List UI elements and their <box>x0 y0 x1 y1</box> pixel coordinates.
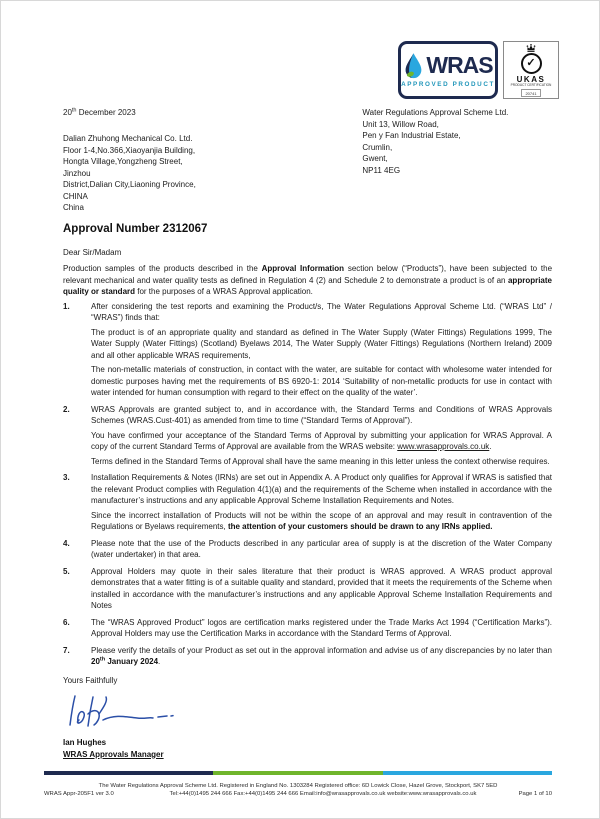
paragraph <box>91 430 552 453</box>
letter-date <box>63 107 362 119</box>
deadline-rest: January 2024 <box>105 657 159 666</box>
date-rest: December 2023 <box>76 108 136 117</box>
wras-logo-text: WRAS <box>426 52 493 78</box>
footer-page-number: Page 1 of 10 <box>518 790 552 797</box>
address-line: Gwent, <box>362 154 388 163</box>
terms-list <box>63 301 552 671</box>
crown-icon <box>525 44 537 52</box>
deadline-date-bold <box>91 656 161 666</box>
list-item-number: 3. <box>63 473 70 482</box>
ukas-number: 20741 <box>521 89 540 97</box>
paragraph: After considering the test reports and examining the Product/s, The Water Regulations Approval Scheme Ltd. (“WRAS Ltd” / “WRAS”) finds that: <box>91 301 552 322</box>
ukas-label: UKAS <box>516 75 546 84</box>
paragraph: WRAS Approvals are granted subject to, and in accordance with, the Standard Terms and Conditions of WRAS Approvals Schemes (WRAS.Cust-401) as amended from time to time (“Standard Terms of Approval”). <box>91 404 552 425</box>
paragraph: Please note that the use of the Products described in any particular area of supply is at the discretion of the Water Company (water undertaker) in that area. <box>91 538 552 559</box>
address-line: Unit 13, Willow Road, <box>362 119 439 129</box>
intro-text: section below (“Products”), have been subjected to the relevant mechanical and water quality tests as defined in Regulation 4 (2) and Schedule 2 to demonstrate a product is of an <box>63 264 553 285</box>
paragraph: The product is of an appropriate quality and standard as defined in The Water Supply (Water Fittings) Regulations 1999, The Water Supply (Water Fittings) (Scotland) Byelaws 2014, The Water Supply (Water Fittings) Regulations (Northern Ireland) 2009 and all other applicable WRAS requirements, <box>91 327 552 360</box>
list-item-number: 7. <box>63 645 70 655</box>
address-line: China <box>63 203 84 212</box>
paragraph-text: . <box>158 657 161 666</box>
deadline-suffix: th <box>99 656 106 663</box>
list-item-number: 1. <box>63 301 70 311</box>
approval-number-heading: Approval Number 2312067 <box>63 222 208 235</box>
deadline-day: 20 <box>91 657 100 666</box>
address-line: Crumlin, <box>362 142 393 152</box>
list-item-body <box>91 566 552 615</box>
appropriate-quality-bold: appropriate quality or standard <box>63 275 552 296</box>
water-drop-icon <box>403 52 424 79</box>
recipient-block <box>63 107 362 214</box>
list-item-3 <box>63 472 552 536</box>
list-item-number: 5. <box>63 566 70 576</box>
list-item-body <box>91 404 552 471</box>
footer-registered-line: The Water Regulations Approval Scheme Ltd. Registered in England No. 1303284 Registered office: 6D Lowick Close, Hazel Grove, Stockport, SK7 5ED <box>98 782 498 789</box>
paragraph-text: . <box>489 442 492 451</box>
address-line: Hongta Village,Yongzheng Street, <box>63 157 183 166</box>
intro-text: for the purposes of a WRAS Approval application. <box>135 287 313 296</box>
logo-row <box>398 41 559 99</box>
paragraph-text: Please verify the details of your Product as set out in the approval information and advise us of any discrepancies by no later than <box>91 645 552 655</box>
paragraph: Terms defined in the Standard Terms of Approval shall have the same meaning in this letter unless the context otherwise requires. <box>91 456 550 466</box>
list-item-body <box>91 301 552 402</box>
closing-valediction: Yours Faithfully <box>63 675 118 685</box>
wras-approved-product-logo <box>398 41 498 99</box>
list-item-body <box>91 617 552 643</box>
list-item-body <box>91 538 552 564</box>
address-line: Dalian Zhuhong Mechanical Co. Ltd. <box>63 134 193 143</box>
footer-contact-info: Tel:+44(0)1495 244 666 Fax:+44(0)1495 244 666 Email:info@wrasapprovals.co.uk website:www.wrasapprovals.co.uk <box>169 790 477 797</box>
intro-text: Production samples of the products described in the <box>63 264 262 273</box>
address-line: District,Dalian City,Liaoning Province, <box>63 180 196 189</box>
list-item-7 <box>63 645 552 671</box>
ukas-subtitle: PRODUCT CERTIFICATION <box>510 83 552 87</box>
wras-website-link[interactable]: www.wrasapprovals.co.uk <box>397 442 490 451</box>
list-item-number: 2. <box>63 404 70 414</box>
checkmark-icon: ✓ <box>521 53 542 74</box>
list-item-6 <box>63 617 552 643</box>
letter-content <box>1 107 599 760</box>
list-item-5 <box>63 566 552 615</box>
recipient-address <box>63 133 362 214</box>
footer-color-bar <box>44 771 552 775</box>
page-footer <box>44 771 552 798</box>
paragraph: Installation Requirements & Notes (IRNs) are set out in Appendix A. A Product only qualifies for Approval if WRAS is satisfied that the relevant Product complies with Regulation 4(1)(a) and the requirements of the Scheme when installed in accordance with the manufacturer’s instructions and any applicable Approval Scheme Installation Requirements and Notes. <box>91 473 552 505</box>
approved-product-label: APPROVED PRODUCT <box>401 81 495 88</box>
paragraph <box>91 645 552 668</box>
footer-bar-navy <box>44 771 213 775</box>
wras-logo-top <box>403 52 492 79</box>
salutation: Dear Sir/Madam <box>63 247 122 257</box>
list-item-body <box>91 645 552 671</box>
intro-paragraph <box>63 263 552 298</box>
approval-information-bold: Approval Information <box>261 264 345 273</box>
address-line: CHINA <box>63 191 88 201</box>
handwritten-signature <box>63 689 183 733</box>
paragraph: Approval Holders may quote in their sales literature that their product is WRAS approved. A WRAS product approval demonstrates that a water fitting is of a suitable quality and standard, provided that it meets the requirements of the Scheme when installed in accordance with the manufacturer’s instructions and any applicable Approval Scheme Installation Requirements and Notes <box>91 566 552 610</box>
address-line: Floor 1-4,No.366,Xiaoyanjia Building, <box>63 145 196 155</box>
list-item-number: 4. <box>63 538 70 548</box>
list-item-4 <box>63 538 552 564</box>
address-line: Pen y Fan Industrial Estate, <box>362 131 461 140</box>
list-item-1 <box>63 301 552 402</box>
paragraph-text: You have confirmed your acceptance of the Standard Terms of Approval by submitting your application for WRAS Approval. A copy of the current Standard Terms of Approval are available from the WRAS website: <box>91 430 552 451</box>
ukas-certification-mark <box>503 41 559 99</box>
paragraph-text: Since the incorrect installation of Products will not be within the scope of an approval and may result in contravention of the Regulations or Byelaws requirements, <box>91 510 552 531</box>
signer-name: Ian Hughes <box>63 738 107 747</box>
list-item-2 <box>63 404 552 471</box>
address-line: NP11 4EG <box>362 165 401 175</box>
date-day: 20 <box>63 108 72 117</box>
address-line: Water Regulations Approval Scheme Ltd. <box>362 108 509 117</box>
paragraph: The non-metallic materials of construction, in contact with the water, are suitable for contact with wholesome water intended for domestic purposes having met the requirements of BS 6920-1: 2014 ‘Suitability of non-metallic products for use in contact with water intended for human consumption with regard to their effect on the quality of the water’. <box>91 365 552 397</box>
signer-title: WRAS Approvals Manager <box>63 749 164 759</box>
list-item-body <box>91 472 552 536</box>
sender-address <box>362 107 552 214</box>
list-item-number: 6. <box>63 617 70 627</box>
address-line: Jinzhou <box>63 168 91 178</box>
footer-second-line <box>44 791 552 798</box>
footer-bar-blue <box>383 771 552 775</box>
irns-warning-bold: the attention of your customers should be drawn to any IRNs applied. <box>227 522 493 531</box>
date-suffix: th <box>71 107 77 114</box>
footer-document-ref: WRAS Appr-205F1 ver 3.0 <box>44 790 114 797</box>
paragraph <box>91 510 552 533</box>
footer-bar-green <box>213 771 382 775</box>
paragraph: The “WRAS Approved Product” logos are certification marks registered under the Trade Marks Act 1994 (“Certification Marks”). Approval Holders may use the Certification Marks in accordance with the Standard Terms of Approval. <box>91 617 552 638</box>
header-row <box>63 107 552 214</box>
